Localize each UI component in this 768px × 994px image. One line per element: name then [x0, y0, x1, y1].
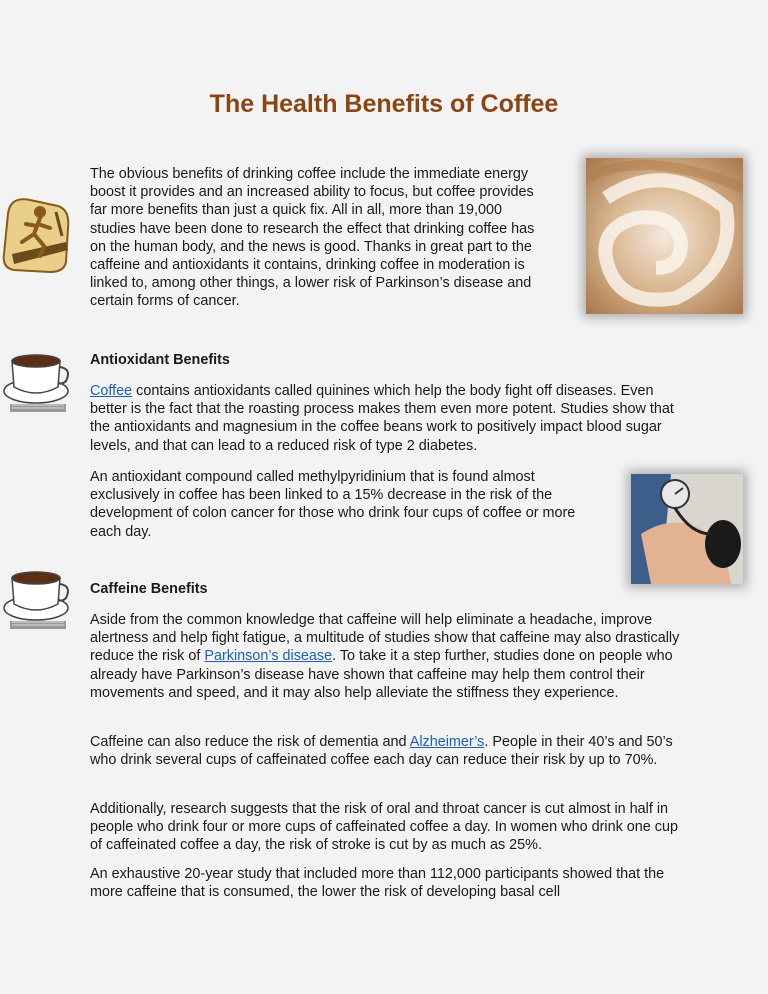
antioxidant-paragraph-1 [90, 382, 680, 455]
caffeine-paragraph-1-text-a: Aside from the common knowledge that caffeine will help eliminate a headache, improve alertness and help fight fatigue, a multitude of studies show that caffeine may also drastically reduce the risk of [90, 612, 680, 665]
antioxidant-paragraph-2: An antioxidant compound called methylpyridinium that is found almost exclusively in coffee has been linked to a 15% decrease in the risk of the development of colon cancer for those who drink four cups of coffee or more each day. [90, 469, 576, 540]
section-heading-antioxidant: Antioxidant Benefits [90, 352, 230, 368]
coffee-link[interactable]: Coffee [90, 383, 133, 399]
caffeine-paragraph-4: An exhaustive 20-year study that included more than 112,000 participants showed that the more caffeine that is consumed, the lower the risk of developing basal cell [90, 866, 665, 901]
coffee-cup-icon [2, 347, 72, 415]
caffeine-paragraph-2-text-b: . People in their 40’s and 50’s who drink several cups of caffeinated coffee each day can reduce their risk by up to 70%. [90, 734, 673, 769]
runner-treadmill-icon [0, 184, 76, 274]
alzheimers-link[interactable]: Alzheimer’s [409, 734, 485, 750]
section-heading-caffeine: Caffeine Benefits [90, 581, 208, 597]
page-title: The Health Benefits of Coffee [209, 90, 559, 118]
caffeine-paragraph-2 [90, 733, 680, 769]
latte-art-photo [586, 158, 743, 314]
blood-pressure-photo [631, 474, 743, 584]
caffeine-paragraph-1 [90, 611, 680, 702]
caffeine-paragraph-2-text-a: Caffeine can also reduce the risk of dementia and [90, 734, 410, 750]
parkinsons-link[interactable]: Parkinson’s disease [204, 648, 333, 665]
antioxidant-paragraph-1-text: contains antioxidants called quinines which help the body fight off diseases. Even better is the fact that the roasting process makes them even more potent. Studies show that the antioxidants and magnesium in the coffee beans work to positively impact blood sugar levels, and that can lead to a reduced risk of type 2 diabetes. [90, 383, 674, 454]
coffee-cup-icon [2, 564, 72, 632]
caffeine-paragraph-3: Additionally, research suggests that the risk of oral and throat cancer is cut almost in half in people who drink four or more cups of caffeinated coffee a day. In women who drink one cup of caffeinated coffee a day, the risk of stroke is cut by as much as 25%. [90, 801, 678, 854]
intro-paragraph: The obvious benefits of drinking coffee include the immediate energy boost it provides and an increased ability to focus, but coffee provides far more benefits than just a quick fix. All in all, more than 19,000 studies have been done to research the effect that drinking coffee has on the human body, and the news is good. Thanks in great part to the caffeine and antioxidants it contains, drinking coffee in moderation is linked to, among other things, a lower risk of Parkinson’s disease and certain forms of cancer. [90, 166, 535, 310]
caffeine-paragraph-1-text-b: . To take it a step further, studies done on people who already have Parkinson’s disease have shown that caffeine may help them control their movements and speed, and it may also help alleviate the stiffness they experience. [90, 648, 673, 701]
